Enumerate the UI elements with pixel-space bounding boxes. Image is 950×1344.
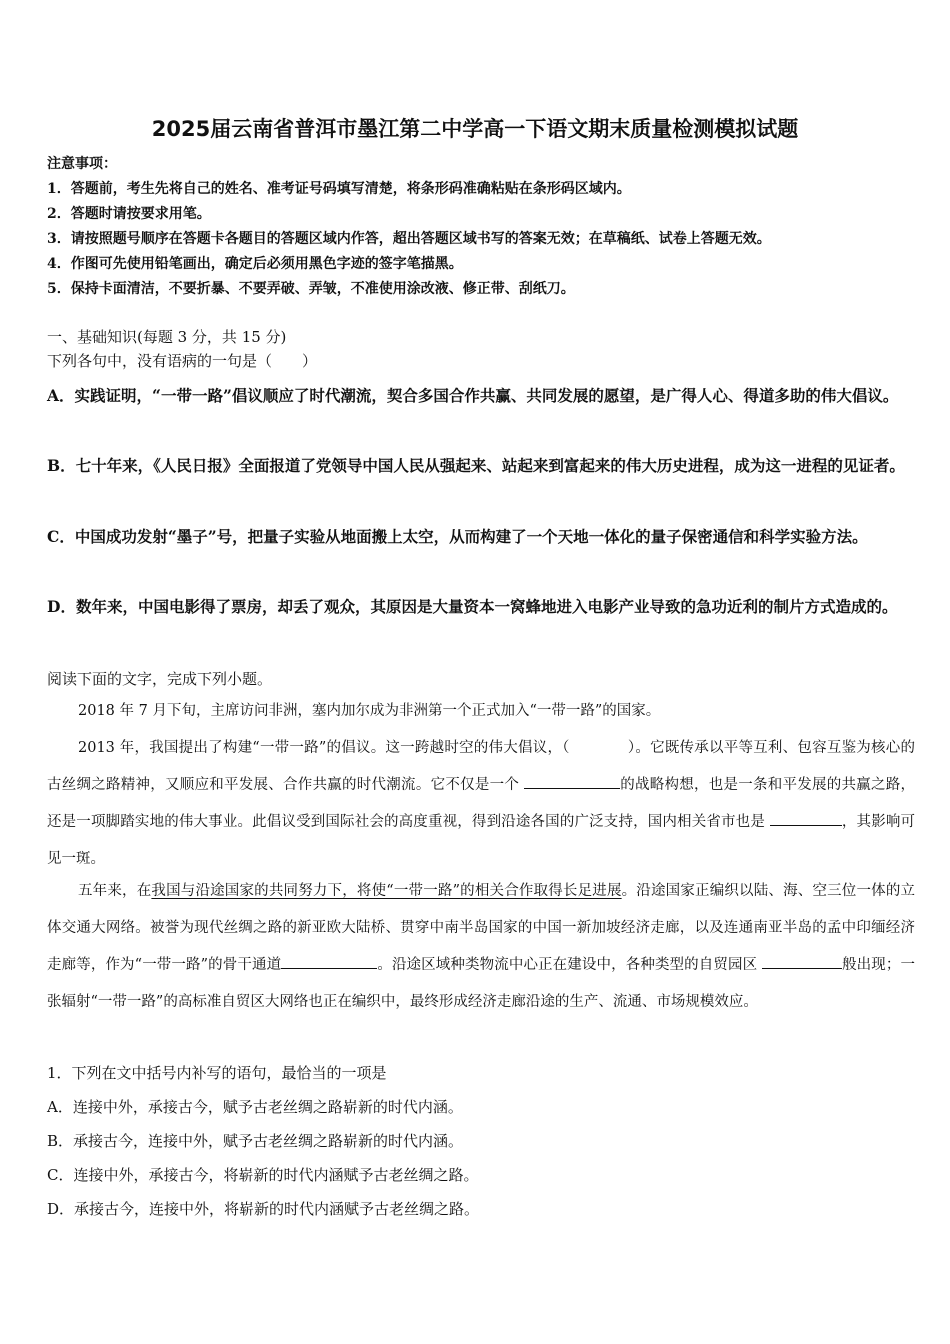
fill-blank [762,952,842,969]
notice-item: 3．请按照题号顺序在答题卡各题目的答题区域内作答，超出答题区域书写的答案无效；在草稿纸、试卷上答题无效。 [47,231,771,247]
passage-text: 般出现；一张辐射“一带一路”的高标准自贸区大网络也正在编织中，最终形成经济走廊沿途的生产、流通、市场规模效应。 [47,957,916,1010]
fill-blank [524,772,620,789]
underlined-sentence: 我国与沿途国家的共同努力下，将使“一带一路”的相关合作取得长足进展 [151,883,622,899]
question-1-option-c: C．连接中外，承接古今，将崭新的时代内涵赋予古老丝绸之路。 [47,1166,479,1184]
option-c: C．中国成功发射“墨子”号，把量子实验从地面搬上太空，从而构建了一个天地一体化的量子保密通信和科学实验方法。 [47,527,868,546]
passage-text: 。沿途区域种类物流中心正在建设中，各种类型的自贸园区 [377,957,762,973]
option-b: B．七十年来，《人民日报》全面报道了党领导中国人民从强起来、站起来到富起来的伟大历史进程，成为这一进程的见证者。 [47,456,905,475]
passage-text: 2018 年 7 月下旬，主席访问非洲，塞内加尔成为非洲第一个正式加入“一带一路”的国家。 [78,703,661,719]
notice-block [47,152,927,302]
reading-intro: 阅读下面的文字，完成下列小题。 [47,670,273,688]
fill-blank [281,952,377,969]
passage-paragraph-3 [47,873,915,1021]
question-1-stem: 1．下列在文中括号内补写的语句，最恰当的一项是 [47,1064,387,1082]
question-stem: 下列各句中，没有语病的一句是（ ） [47,352,318,370]
passage-text: 2013 年，我国提出了构建“一带一路”的倡议。这一跨越时空的伟大倡议，（ [78,740,570,756]
section-header: 一、基础知识(每题 3 分，共 15 分) [47,328,287,346]
passage-text: ）。它既传承以平等互利、包容互鉴为核心的古丝绸之路精神，又顺应和平发展、合作共赢的时代潮流。它不仅是一个 [47,740,915,793]
option-a: A．实践证明，“一带一路”倡议顺应了时代潮流，契合多国合作共赢、共同发展的愿望，是广得人心、得道多助的伟大倡议。 [47,386,899,405]
notice-item: 1．答题前，考生先将自己的姓名、准考证号码填写清楚，将条形码准确粘贴在条形码区域内。 [47,181,631,197]
question-1-option-b: B．承接古今，连接中外，赋予古老丝绸之路崭新的时代内涵。 [47,1132,464,1150]
question-1-option-a: A．连接中外，承接古今，赋予古老丝绸之路崭新的时代内涵。 [47,1098,463,1116]
notice-item: 2．答题时请按要求用笔。 [47,206,211,222]
passage-paragraph-1 [47,693,915,730]
passage-paragraph-2 [47,730,915,878]
passage-text: ，其影响可见一斑。 [47,814,915,867]
fill-blank [770,809,842,826]
passage-text: 的战略构想，也是一条和平发展的共赢之路，还是一项脚踏实地的伟大事业。此倡议受到国际社会的高度重视，得到沿途各国的广泛支持，国内相关省市也是 [47,777,916,830]
option-d: D．数年来，中国电影得了票房，却丢了观众，其原因是大量资本一窝蜂地进入电影产业导致的急功近利的制片方式造成的。 [47,597,898,616]
notice-item: 5．保持卡面清洁，不要折暴、不要弄破、弄皱，不准使用涂改液、修正带、刮纸刀。 [47,281,575,297]
exam-title: 2025届云南省普洱市墨江第二中学高一下语文期末质量检测模拟试题 [151,117,799,141]
notice-heading: 注意事项： [47,156,117,172]
question-1-option-d: D．承接古今，连接中外，将崭新的时代内涵赋予古老丝绸之路。 [47,1200,480,1218]
passage-text: 五年来，在 [78,883,152,899]
passage-text: 。沿途国家正编织以陆、海、空三位一体的立体交通大网络。被誉为现代丝绸之路的新亚欧大陆桥、贯穿中南半岛国家的中国一新加坡经济走廊，以及连通南亚半岛的孟中印缅经济走廊等，作为“一带一路”的骨干通道 [47,883,916,973]
notice-item: 4．作图可先使用铅笔画出，确定后必须用黑色字迹的签字笔描黑。 [47,256,463,272]
